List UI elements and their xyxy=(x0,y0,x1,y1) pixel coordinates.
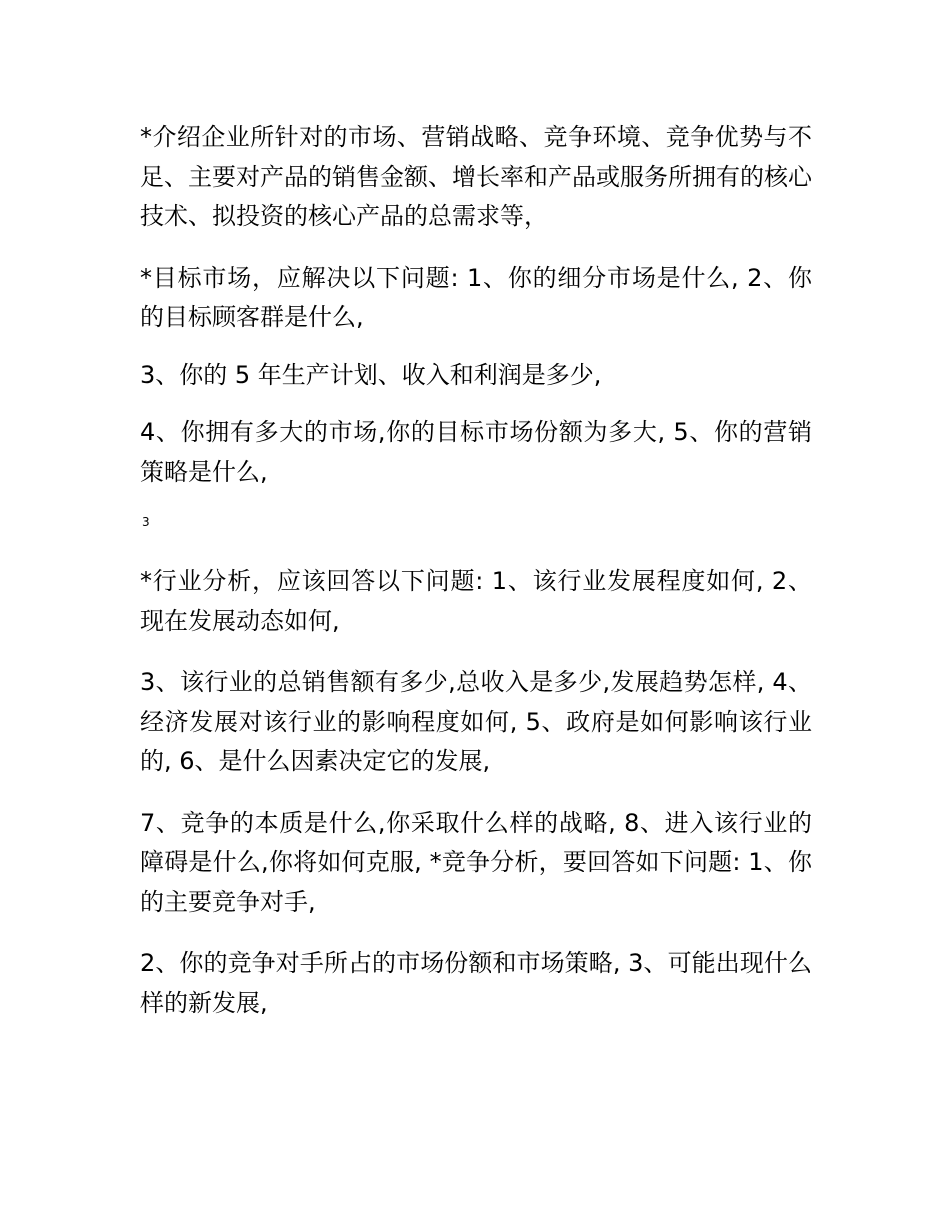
paragraph-market-share: 4、你拥有多大的市场,你的目标市场份额为多大, 5、你的营销策略是什么, xyxy=(140,418,812,486)
paragraph-competition-nature: 7、竞争的本质是什么,你采取什么样的战略, 8、进入该行业的障碍是什么,你将如何克服, *竞争分析，要回答如下问题: 1、你的主要竞争对手, xyxy=(140,808,812,916)
paragraph-production-plan: 3、你的 5 年生产计划、收入和利润是多少, xyxy=(140,360,602,389)
paragraph-industry-analysis: *行业分析，应该回答以下问题: 1、该行业发展程度如何, 2、现在发展动态如何, xyxy=(140,567,812,635)
page-number: 3 xyxy=(142,515,150,529)
paragraph-intro: *介绍企业所针对的市场、营销战略、竞争环境、竞争优势与不足、主要对产品的销售金额、增长率和产品或服务所拥有的核心技术、拟投资的核心产品的总需求等， xyxy=(140,123,812,230)
paragraph-competitor-share: 2、你的竞争对手所占的市场份额和市场策略, 3、可能出现什么样的新发展, xyxy=(140,949,812,1017)
document-body xyxy=(140,118,812,1045)
paragraph-target-market: *目标市场，应解决以下问题: 1、你的细分市场是什么, 2、你的目标顾客群是什么, xyxy=(140,263,812,331)
paragraph-industry-sales: 3、该行业的总销售额有多少,总收入是多少,发展趋势怎样, 4、经济发展对该行业的影响程度如何, 5、政府是如何影响该行业的, 6、是什么因素决定它的发展, xyxy=(140,668,812,775)
